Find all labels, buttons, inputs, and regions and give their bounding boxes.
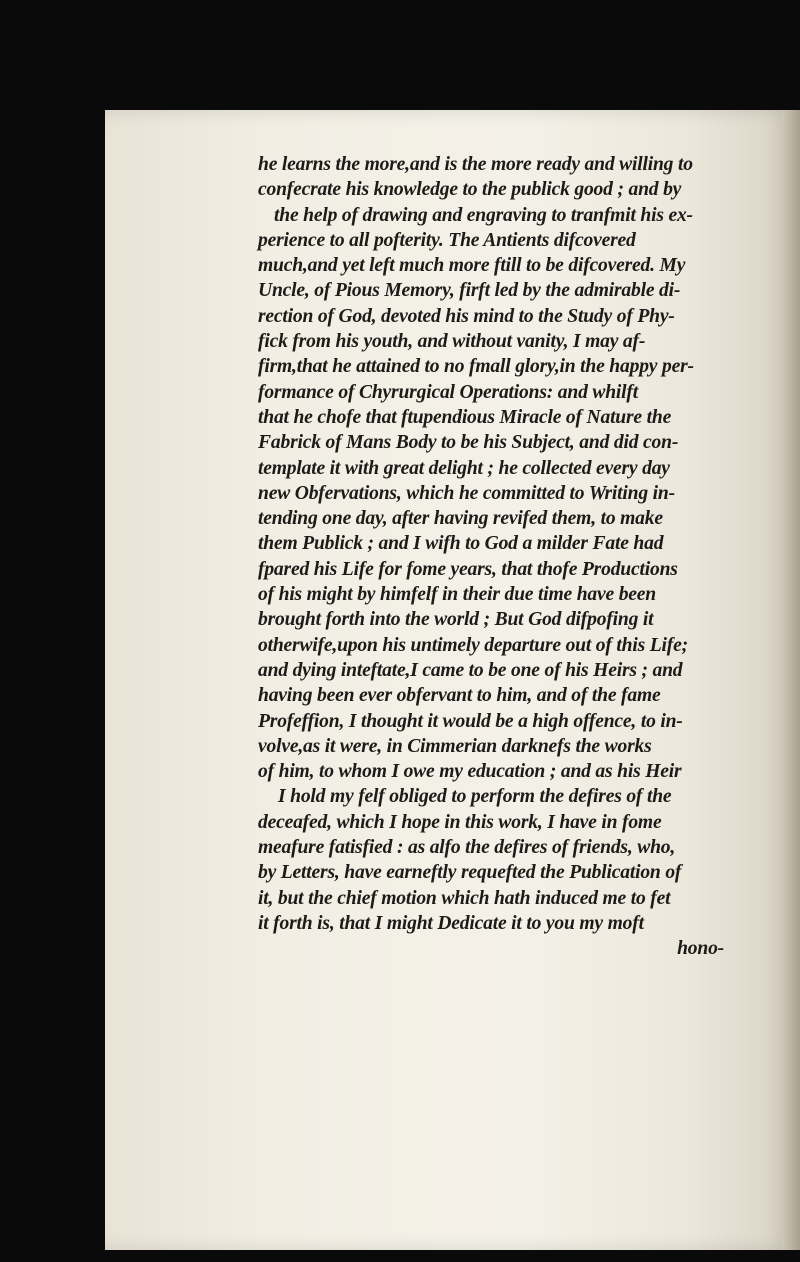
text-line: it forth is, that I might Dedicate it to you my moft (258, 912, 644, 934)
text-line: volve,as it were, in Cimmerian darknefs the works (258, 735, 652, 757)
text-line: of him, to whom I owe my education ; and as his Heir (258, 761, 682, 783)
text-line: otherwife,upon his untimely departure out of this Life; (258, 634, 688, 656)
text-line: tending one day, after having revifed them, to make (258, 508, 663, 530)
text-line: and dying inteftate,I came to be one of his Heirs ; and (258, 659, 683, 681)
text-line: of his might by himfelf in their due time have been (258, 584, 656, 606)
text-line: firm,that he attained to no fmall glory,in the happy per- (258, 356, 694, 378)
text-line: he learns the more,and is the more ready and willing to (258, 154, 693, 175)
text-line: by Letters, have earneftly requefted the Publication of (258, 862, 682, 884)
text-line: Fabrick of Mans Body to be his Subject, and did con- (258, 432, 679, 454)
text-line: that he chofe that ftupendious Miracle of Nature the (258, 406, 672, 428)
text-line: brought forth into the world ; But God difpofing it (258, 609, 654, 631)
text-line: fick from his youth, and without vanity, I may af- (258, 331, 646, 353)
text-line: the help of drawing and engraving to tranfmit his ex- (274, 204, 693, 226)
text-line: rection of God, devoted his mind to the Study of Phy- (258, 305, 675, 327)
text-line: much,and yet left much more ftill to be difcovered. My (258, 255, 686, 277)
text-line: having been ever obfervant to him, and of the fame (258, 685, 661, 707)
text-line: formance of Chyrurgical Operations: and whilft (258, 381, 638, 403)
text-line: Profeffion, I thought it would be a high offence, to in- (258, 710, 683, 732)
text-line: Uncle, of Pious Memory, firft led by the admirable di- (258, 280, 681, 302)
page-edge (782, 110, 800, 1250)
text-line: meafure fatisfied : as alfo the defires of friends, who, (258, 837, 676, 859)
text-line: it, but the chief motion which hath induced me to fet (258, 887, 671, 909)
text-line: new Obfervations, which he committed to Writing in- (258, 482, 675, 504)
text-block (258, 152, 768, 962)
catchword: hono- (677, 938, 724, 960)
text-line: deceafed, which I hope in this work, I have in fome (258, 811, 662, 833)
text-line: I hold my felf obliged to perform the defires of the (278, 786, 672, 808)
text-line: perience to all pofterity. The Antients difcovered (258, 229, 636, 251)
text-line: confecrate his knowledge to the publick good ; and by (258, 179, 682, 201)
text-line: template it with great delight ; he collected every day (258, 457, 670, 479)
text-line: fpared his Life for fome years, that thofe Productions (258, 558, 678, 580)
text-line: them Publick ; and I wifh to God a milder Fate had (258, 533, 664, 555)
